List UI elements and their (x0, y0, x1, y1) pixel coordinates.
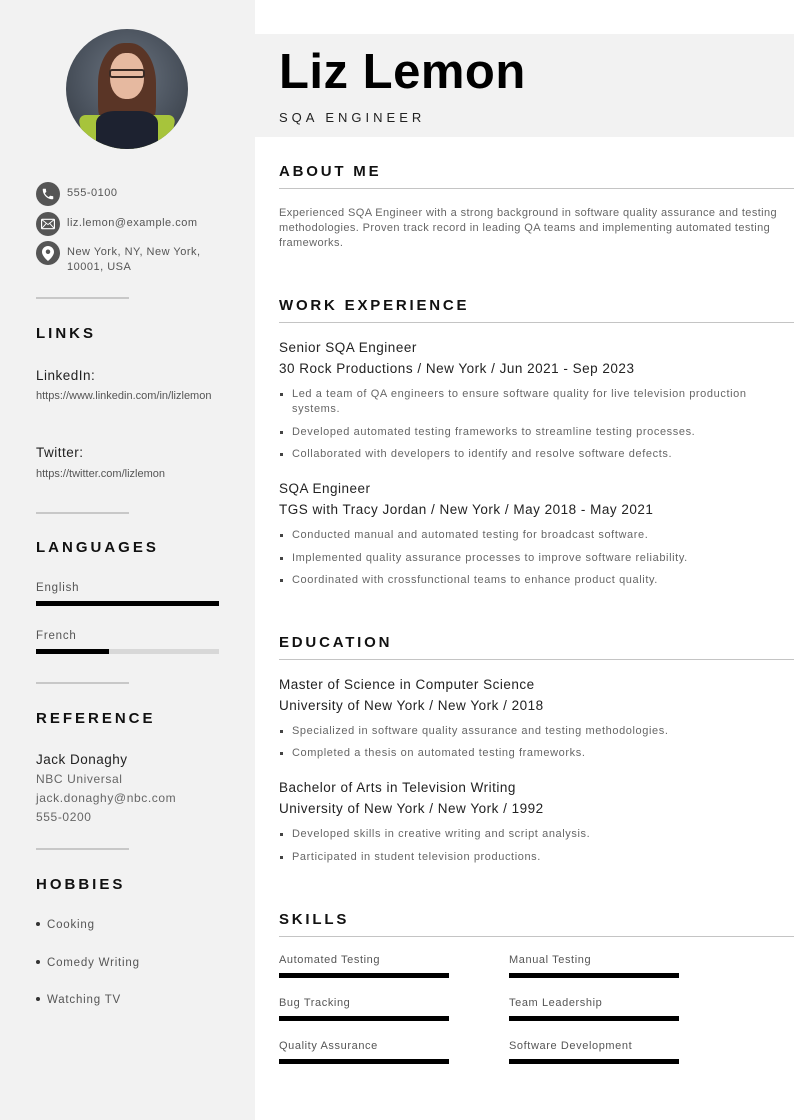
degree-bullet: Specialized in software quality assurance and testing methodologies. (279, 724, 759, 739)
reference-name: Jack Donaghy (36, 752, 128, 767)
divider (36, 512, 129, 514)
job-meta: TGS with Tracy Jordan / New York / May 2018 - May 2021 (279, 502, 654, 517)
reference-company: NBC Universal (36, 772, 123, 786)
main-content (255, 0, 794, 1120)
languages-heading: LANGUAGES (36, 539, 159, 556)
linkedin-url[interactable]: https://www.linkedin.com/in/lizlemon (36, 390, 212, 402)
email-address[interactable]: liz.lemon@example.com (67, 217, 198, 229)
experience-heading: WORK EXPERIENCE (279, 297, 470, 314)
skill-name: Software Development (509, 1040, 633, 1052)
degree-meta: University of New York / New York / 1992 (279, 801, 544, 816)
candidate-name: Liz Lemon (279, 45, 526, 99)
skill-name: Quality Assurance (279, 1040, 378, 1052)
hobby-item: Cooking (36, 919, 95, 931)
job-bullet: Implemented quality assurance processes to improve software reliability. (279, 551, 759, 566)
profile-photo (66, 29, 188, 149)
language-level-bar (36, 649, 219, 654)
degree-meta: University of New York / New York / 2018 (279, 698, 544, 713)
job-bullet: Led a team of QA engineers to ensure software quality for live television production systems. (279, 387, 759, 417)
bullet-icon (36, 960, 40, 964)
bullet-icon (36, 997, 40, 1001)
divider (36, 682, 129, 684)
hobbies-heading: HOBBIES (36, 876, 126, 893)
about-heading: ABOUT ME (279, 163, 382, 180)
linkedin-label: LinkedIn: (36, 368, 96, 383)
job-role: Senior SQA Engineer (279, 340, 417, 355)
section-rule (279, 188, 794, 189)
degree-title: Bachelor of Arts in Television Writing (279, 780, 516, 795)
job-bullet: Conducted manual and automated testing for broadcast software. (279, 528, 759, 543)
reference-heading: REFERENCE (36, 710, 156, 727)
contact-address (36, 241, 201, 275)
job-meta: 30 Rock Productions / New York / Jun 2021 - Sep 2023 (279, 361, 635, 376)
sidebar (0, 0, 255, 1120)
phone-icon (36, 182, 60, 206)
reference-email[interactable]: jack.donaghy@nbc.com (36, 791, 177, 805)
language-name: English (36, 582, 80, 594)
map-pin-icon (36, 241, 60, 265)
skill-level-bar (509, 1016, 679, 1021)
address-line-1: New York, NY, New York, (67, 246, 201, 258)
section-rule (279, 322, 794, 323)
job-bullet: Collaborated with developers to identify and resolve software defects. (279, 447, 759, 462)
skill-level-bar (509, 973, 679, 978)
twitter-label: Twitter: (36, 445, 84, 460)
hobby-item: Comedy Writing (36, 957, 140, 969)
divider (36, 297, 129, 299)
contact-phone (36, 182, 118, 206)
skills-heading: SKILLS (279, 911, 350, 928)
about-text: Experienced SQA Engineer with a strong background in software quality assurance and testing methodologies. Proven track record in leading QA teams and implementing automated testing frameworks. (279, 207, 778, 249)
language-level-fill (36, 601, 219, 606)
skill-name: Bug Tracking (279, 997, 351, 1009)
envelope-icon (36, 212, 60, 236)
job-bullet: Coordinated with crossfunctional teams to enhance product quality. (279, 573, 759, 588)
address-line-2: 10001, USA (67, 261, 132, 273)
twitter-url[interactable]: https://twitter.com/lizlemon (36, 468, 165, 480)
links-heading: LINKS (36, 325, 96, 342)
contact-email (36, 212, 198, 236)
job-role: SQA Engineer (279, 481, 371, 496)
language-level-bar (36, 601, 219, 606)
skill-level-bar (509, 1059, 679, 1064)
degree-bullet: Developed skills in creative writing and script analysis. (279, 827, 759, 842)
job-title: SQA ENGINEER (279, 110, 426, 125)
skill-name: Automated Testing (279, 954, 381, 966)
phone-number[interactable]: 555-0100 (67, 187, 118, 199)
section-rule (279, 659, 794, 660)
divider (36, 848, 129, 850)
skill-level-bar (279, 973, 449, 978)
education-heading: EDUCATION (279, 634, 393, 651)
language-level-fill (36, 649, 109, 654)
job-bullet: Developed automated testing frameworks to streamline testing processes. (279, 425, 759, 440)
skill-name: Team Leadership (509, 997, 603, 1009)
skill-level-bar (279, 1016, 449, 1021)
reference-phone: 555-0200 (36, 810, 92, 824)
degree-bullet: Completed a thesis on automated testing frameworks. (279, 746, 759, 761)
degree-bullet: Participated in student television productions. (279, 850, 759, 865)
address (67, 241, 201, 275)
hobby-item: Watching TV (36, 994, 121, 1006)
bullet-icon (36, 922, 40, 926)
skill-level-bar (279, 1059, 449, 1064)
skill-name: Manual Testing (509, 954, 592, 966)
section-rule (279, 936, 794, 937)
degree-title: Master of Science in Computer Science (279, 677, 535, 692)
language-name: French (36, 630, 77, 642)
